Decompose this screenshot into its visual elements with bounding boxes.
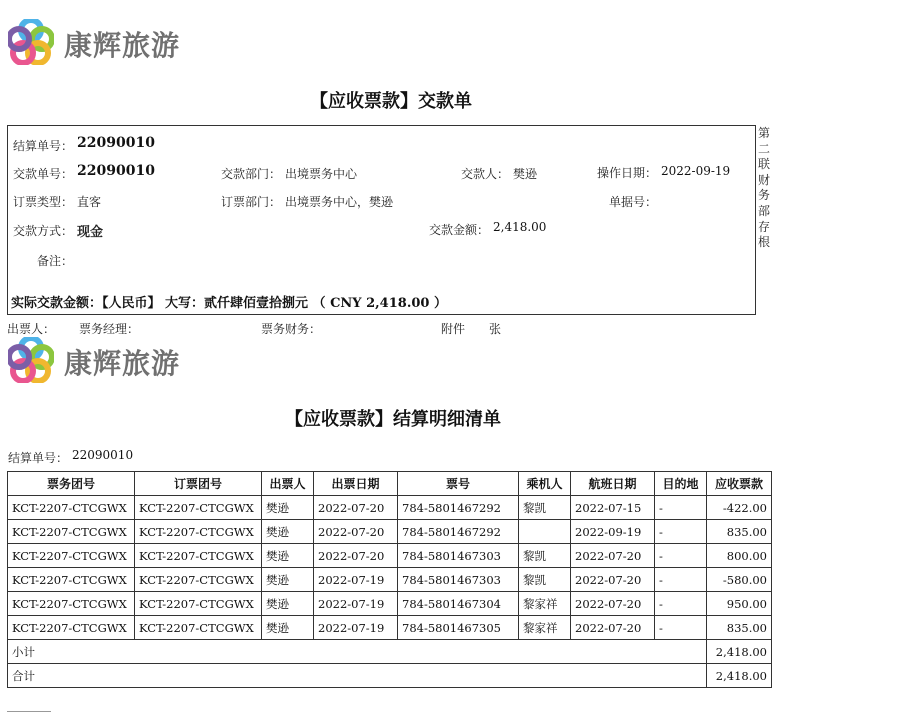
copy-note-char: 财: [758, 172, 771, 187]
cell: 黎家祥: [519, 616, 571, 640]
cell: 樊逊: [262, 520, 314, 544]
cell: KCT-2207-CTCGWX: [135, 520, 262, 544]
settlement-no-value: 22090010: [77, 135, 155, 151]
copy-note-char: 部: [758, 203, 771, 218]
copy-note-char: 二: [758, 141, 771, 156]
payment-no-label: 交款单号：: [13, 167, 74, 181]
cell: 784-5801467292: [398, 520, 519, 544]
cell: 800.00: [707, 544, 772, 568]
table-row: [8, 616, 772, 640]
cell: 黎凯: [519, 568, 571, 592]
pay-dept-label: 交款部门：: [221, 167, 282, 181]
cell: 黎家祥: [519, 592, 571, 616]
cell: 2022-07-20: [571, 592, 655, 616]
copy-note-vertical: [758, 126, 772, 251]
cell: KCT-2207-CTCGWX: [8, 568, 135, 592]
cell: KCT-2207-CTCGWX: [8, 616, 135, 640]
cell: 樊逊: [262, 592, 314, 616]
cell: KCT-2207-CTCGWX: [135, 568, 262, 592]
detail-settlement-no-value: 22090010: [72, 448, 134, 462]
col-header: 目的地: [655, 472, 707, 496]
sign-sheets: 张: [489, 322, 502, 336]
cell: -: [655, 592, 707, 616]
cell: 2022-07-19: [314, 568, 398, 592]
detail-title: 【应收票款】结算明细清单: [285, 409, 501, 430]
ticket-type-label: 订票类型：: [13, 195, 74, 209]
col-header: 乘机人: [519, 472, 571, 496]
cell: [519, 520, 571, 544]
company-logo-text: 康辉旅游: [64, 29, 181, 62]
pay-method-label: 交款方式：: [13, 224, 74, 238]
company-logo: [8, 19, 54, 68]
cell: KCT-2207-CTCGWX: [135, 616, 262, 640]
cell: KCT-2207-CTCGWX: [8, 496, 135, 520]
copy-note-char: 务: [758, 188, 771, 203]
cell: 2022-07-20: [314, 544, 398, 568]
detail-settlement-no-label: 结算单号：: [8, 451, 69, 465]
cell: 784-5801467303: [398, 568, 519, 592]
col-header: 票务团号: [8, 472, 135, 496]
copy-note-char: 第: [758, 126, 771, 140]
settlement-detail-table: [7, 471, 772, 688]
payer-value: 樊逊: [513, 167, 538, 181]
sign-attachment: 附件: [441, 322, 466, 336]
amount-value: 2,418.00: [493, 220, 547, 234]
total-row: [8, 664, 772, 688]
cell: 樊逊: [262, 496, 314, 520]
pay-method-value: 现金: [77, 225, 104, 240]
cell: 784-5801467292: [398, 496, 519, 520]
cell: 835.00: [707, 520, 772, 544]
total-value: 2,418.00: [707, 664, 772, 688]
total-label: 合计: [8, 664, 707, 688]
cell: -: [655, 520, 707, 544]
cell: 樊逊: [262, 544, 314, 568]
cell: 2022-07-20: [571, 544, 655, 568]
cell: 784-5801467305: [398, 616, 519, 640]
table-row: [8, 568, 772, 592]
cell: 樊逊: [262, 568, 314, 592]
cell: 2022-07-20: [571, 616, 655, 640]
doc-no-label: 单据号：: [609, 195, 658, 209]
col-header: 票号: [398, 472, 519, 496]
cell: 2022-07-20: [314, 520, 398, 544]
cell: 950.00: [707, 592, 772, 616]
table-row: [8, 520, 772, 544]
booking-dept-label: 订票部门：: [221, 195, 282, 209]
op-date-value: 2022-09-19: [661, 164, 731, 178]
cell: 2022-07-20: [571, 568, 655, 592]
cell: 2022-07-15: [571, 496, 655, 520]
payment-slip-box: [7, 125, 756, 315]
col-header: 出票人: [262, 472, 314, 496]
company-logo: [8, 337, 54, 386]
actual-amount-line: 实际交款金额：【人民币】 大写：贰仟肆佰壹拾捌元 （ CNY 2,418.00 ）: [11, 296, 447, 311]
op-date-label: 操作日期：: [597, 166, 658, 180]
cell: KCT-2207-CTCGWX: [8, 520, 135, 544]
cell: KCT-2207-CTCGWX: [8, 544, 135, 568]
cell: 2022-09-19: [571, 520, 655, 544]
booking-dept-value: 出境票务中心，樊逊: [285, 195, 394, 209]
table-row: [8, 592, 772, 616]
logo-flower-icon: [8, 19, 54, 65]
divider: [7, 711, 51, 712]
table-row: [8, 496, 772, 520]
sign-issuer: 出票人：: [7, 322, 56, 336]
cell: -: [655, 496, 707, 520]
cell: -: [655, 616, 707, 640]
payer-label: 交款人：: [461, 167, 510, 181]
cell: 784-5801467303: [398, 544, 519, 568]
cell: 2022-07-19: [314, 616, 398, 640]
cell: 2022-07-19: [314, 592, 398, 616]
cell: 樊逊: [262, 616, 314, 640]
copy-note-char: 存: [758, 219, 771, 234]
col-header: 订票团号: [135, 472, 262, 496]
cell: 2022-07-20: [314, 496, 398, 520]
cell: -: [655, 544, 707, 568]
pay-dept-value: 出境票务中心: [285, 167, 358, 181]
cell: 835.00: [707, 616, 772, 640]
remark-label: 备注：: [37, 254, 74, 268]
cell: 黎凯: [519, 496, 571, 520]
col-header: 出票日期: [314, 472, 398, 496]
company-logo-text: 康辉旅游: [64, 347, 181, 380]
cell: -580.00: [707, 568, 772, 592]
cell: KCT-2207-CTCGWX: [135, 496, 262, 520]
settlement-no-label: 结算单号：: [13, 139, 74, 153]
logo-flower-icon: [8, 337, 54, 383]
cell: -422.00: [707, 496, 772, 520]
col-header: 应收票款: [707, 472, 772, 496]
slip-title: 【应收票款】交款单: [310, 91, 472, 112]
cell: KCT-2207-CTCGWX: [8, 592, 135, 616]
col-header: 航班日期: [571, 472, 655, 496]
table-header-row: [8, 472, 772, 496]
payment-no-value: 22090010: [77, 163, 155, 179]
copy-note-char: 联: [758, 157, 771, 172]
copy-note-char: 根: [758, 235, 771, 250]
cell: -: [655, 568, 707, 592]
cell: KCT-2207-CTCGWX: [135, 544, 262, 568]
subtotal-value: 2,418.00: [707, 640, 772, 664]
subtotal-label: 小计: [8, 640, 707, 664]
subtotal-row: [8, 640, 772, 664]
sign-finance: 票务财务：: [261, 322, 322, 336]
cell: KCT-2207-CTCGWX: [135, 592, 262, 616]
amount-label: 交款金额：: [429, 223, 490, 237]
cell: 黎凯: [519, 544, 571, 568]
cell: 784-5801467304: [398, 592, 519, 616]
sign-manager: 票务经理：: [79, 322, 140, 336]
table-row: [8, 544, 772, 568]
ticket-type-value: 直客: [77, 195, 102, 209]
